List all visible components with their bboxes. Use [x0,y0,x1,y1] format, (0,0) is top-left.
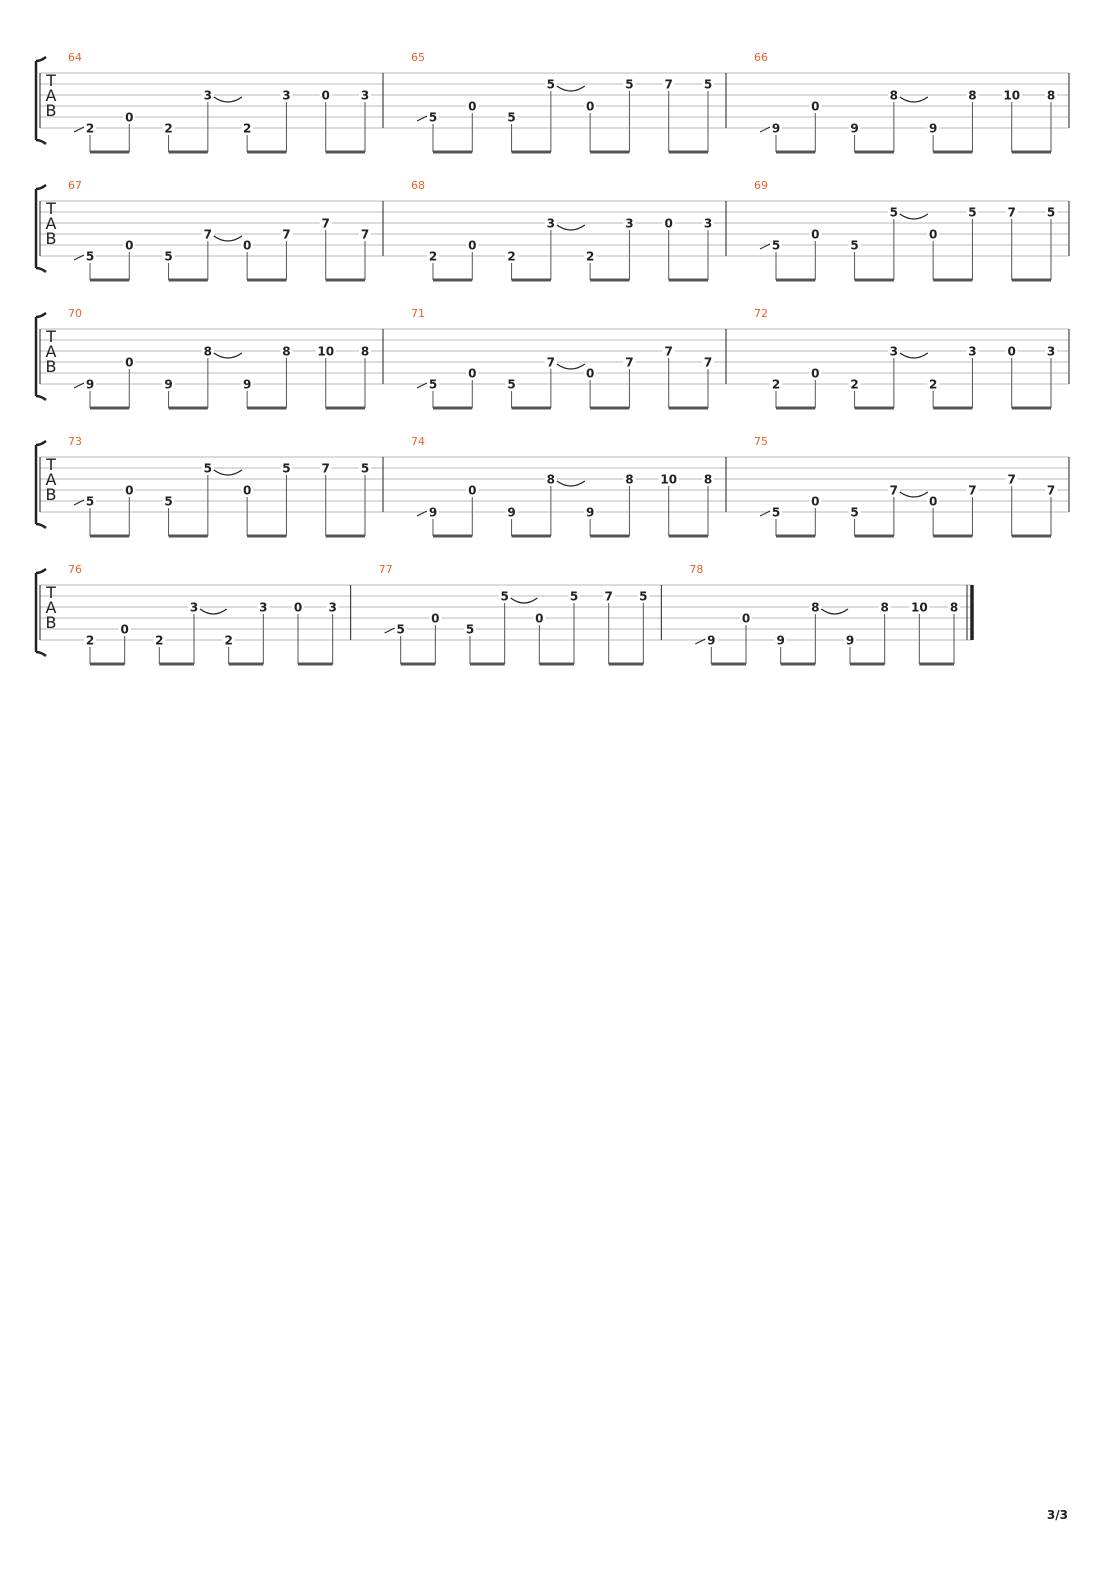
fret-number: 5 [703,77,713,92]
tie-arc [821,609,848,614]
fret-number: 0 [1007,344,1016,359]
fret-number: 5 [850,238,859,253]
measure-number: 70 [68,307,82,320]
tie-arc [900,214,928,219]
fret-number: 3 [282,88,291,103]
tie-arc [900,97,928,102]
tab-clef-letter: T [46,455,56,474]
measure-number: 64 [68,51,82,64]
fret-number: 5 [1046,205,1056,220]
measure-number: 75 [754,435,768,448]
fret-number: 3 [189,600,199,615]
fret-number: 3 [259,600,268,615]
tab-clef-letter: A [45,342,57,361]
tab-clef-letter: T [46,327,56,346]
fret-number: 9 [707,633,716,648]
fret-number: 9 [164,377,173,392]
tie-arc [214,97,242,102]
fret-number: 9 [242,377,252,392]
fret-number: 2 [850,377,859,392]
fret-number: 2 [507,249,516,264]
fret-number: 8 [703,472,713,487]
fret-number: 0 [928,227,938,242]
fret-number: 5 [164,494,173,509]
fret-number: 8 [949,600,959,615]
fret-number: 3 [203,88,213,103]
fret-number: 5 [203,461,213,476]
fret-number: 5 [428,110,438,125]
fret-number: 5 [360,461,370,476]
measure-number: 65 [411,51,425,64]
fret-number: 0 [664,216,673,231]
fret-number: 5 [569,589,579,604]
fret-number: 2 [155,633,164,648]
fret-number: 3 [328,600,337,615]
tie-arc [557,86,585,91]
fret-number: 2 [85,633,95,648]
fret-number: 0 [293,600,303,615]
fret-number: 7 [546,355,556,370]
fret-number: 0 [468,366,477,381]
fret-number: 5 [500,589,509,604]
fret-number: 9 [928,121,938,136]
measure-number: 72 [754,307,768,320]
fret-number: 8 [1046,88,1056,103]
fret-number: 9 [845,633,855,648]
fret-number: 3 [968,344,977,359]
system-bracket [36,57,46,144]
fret-number: 7 [703,355,713,370]
fret-number: 5 [639,589,648,604]
fret-number: 7 [625,355,634,370]
fret-number: 5 [850,505,859,520]
fret-number: 0 [585,366,595,381]
fret-number: 9 [507,505,516,520]
tie-arc [557,225,585,230]
tab-clef-letter: B [45,613,57,632]
page-number: 3/3 [1046,1508,1068,1522]
fret-number: 5 [889,205,899,220]
measure-number: 68 [411,179,425,192]
fret-number: 3 [889,344,899,359]
measure-number: 77 [378,563,393,576]
fret-number: 9 [771,121,781,136]
fret-number: 8 [203,344,213,359]
fret-number: 5 [507,110,516,125]
measure-number: 71 [411,307,425,320]
fret-number: 2 [164,121,173,136]
fret-number: 5 [465,622,475,637]
fret-number: 7 [360,227,370,242]
fret-number: 0 [125,483,134,498]
measure-number: 74 [411,435,425,448]
fret-number: 8 [811,600,820,615]
tab-clef-letter: A [45,470,57,489]
fret-number: 0 [811,366,820,381]
fret-number: 0 [535,611,544,626]
tie-arc [557,481,585,486]
tab-clef-letter: T [46,71,56,90]
fret-number: 0 [468,483,477,498]
fret-number: 0 [242,238,252,253]
fret-number: 0 [125,238,134,253]
fret-number: 0 [585,99,595,114]
fret-number: 5 [546,77,556,92]
measure-number: 73 [68,435,82,448]
fret-number: 5 [507,377,516,392]
fret-number: 3 [703,216,713,231]
tab-clef-letter: B [45,357,57,376]
tie-arc [557,364,585,369]
fret-number: 2 [928,377,938,392]
tie-arc [900,492,928,497]
fret-number: 2 [771,377,781,392]
tie-arc [214,470,242,475]
fret-number: 0 [125,355,134,370]
fret-number: 2 [428,249,438,264]
system-bracket [36,441,46,528]
tab-clef-letter: B [45,229,57,248]
fret-number: 7 [664,344,673,359]
fret-number: 5 [771,505,781,520]
fret-number: 3 [546,216,556,231]
fret-number: 5 [282,461,291,476]
fret-number: 5 [968,205,977,220]
fret-number: 8 [968,88,977,103]
fret-number: 8 [625,472,634,487]
fret-number: 2 [224,633,233,648]
system-bracket [36,569,46,656]
tab-clef-letter: B [45,101,57,120]
fret-number: 0 [811,494,820,509]
fret-number: 8 [360,344,370,359]
fret-number: 7 [203,227,213,242]
fret-number: 7 [604,589,613,604]
measure-number: 67 [68,179,82,192]
fret-number: 10 [1003,88,1021,103]
fret-number: 5 [164,249,173,264]
fret-number: 7 [1046,483,1056,498]
fret-number: 9 [585,505,595,520]
fret-number: 0 [811,99,820,114]
fret-number: 2 [585,249,595,264]
fret-number: 9 [776,633,785,648]
fret-number: 7 [664,77,673,92]
fret-number: 5 [396,622,405,637]
fret-number: 7 [1007,472,1016,487]
tab-clef-letter: A [45,598,57,617]
measure-number: 66 [754,51,768,64]
tie-arc [900,353,928,358]
fret-number: 0 [928,494,938,509]
tie-arc [214,236,242,241]
fret-number: 0 [120,622,129,637]
fret-number: 0 [321,88,330,103]
fret-number: 0 [468,99,477,114]
tab-clef-letter: T [46,199,56,218]
fret-number: 5 [428,377,438,392]
fret-number: 7 [889,483,899,498]
fret-number: 0 [125,110,134,125]
fret-number: 0 [431,611,440,626]
fret-number: 9 [428,505,438,520]
fret-number: 3 [360,88,370,103]
fret-number: 8 [546,472,556,487]
tie-arc [511,598,538,603]
system-bracket [36,185,46,272]
fret-number: 10 [317,344,335,359]
fret-number: 0 [741,611,751,626]
tab-clef-letter: T [46,583,56,602]
fret-number: 8 [282,344,291,359]
fret-number: 0 [242,483,252,498]
fret-number: 3 [1046,344,1056,359]
fret-number: 7 [1007,205,1016,220]
measure-number: 78 [689,563,704,576]
fret-number: 10 [910,600,928,615]
measure-number: 76 [68,563,82,576]
tab-clef-letter: B [45,485,57,504]
fret-number: 8 [889,88,899,103]
tie-arc [214,353,242,358]
fret-number: 3 [625,216,634,231]
fret-number: 7 [282,227,291,242]
fret-number: 5 [625,77,634,92]
fret-number: 10 [660,472,678,487]
fret-number: 7 [321,461,330,476]
tab-clef-letter: A [45,86,57,105]
fret-number: 5 [771,238,781,253]
fret-number: 5 [85,494,95,509]
fret-number: 0 [811,227,820,242]
tab-clef-letter: A [45,214,57,233]
system-bracket [36,313,46,400]
fret-number: 8 [880,600,889,615]
measure-number: 69 [754,179,768,192]
fret-number: 9 [850,121,859,136]
fret-number: 5 [85,249,95,264]
fret-number: 7 [321,216,330,231]
tie-arc [200,609,227,614]
fret-number: 9 [85,377,95,392]
fret-number: 7 [968,483,977,498]
fret-number: 2 [85,121,95,136]
fret-number: 0 [468,238,477,253]
fret-number: 2 [242,121,252,136]
